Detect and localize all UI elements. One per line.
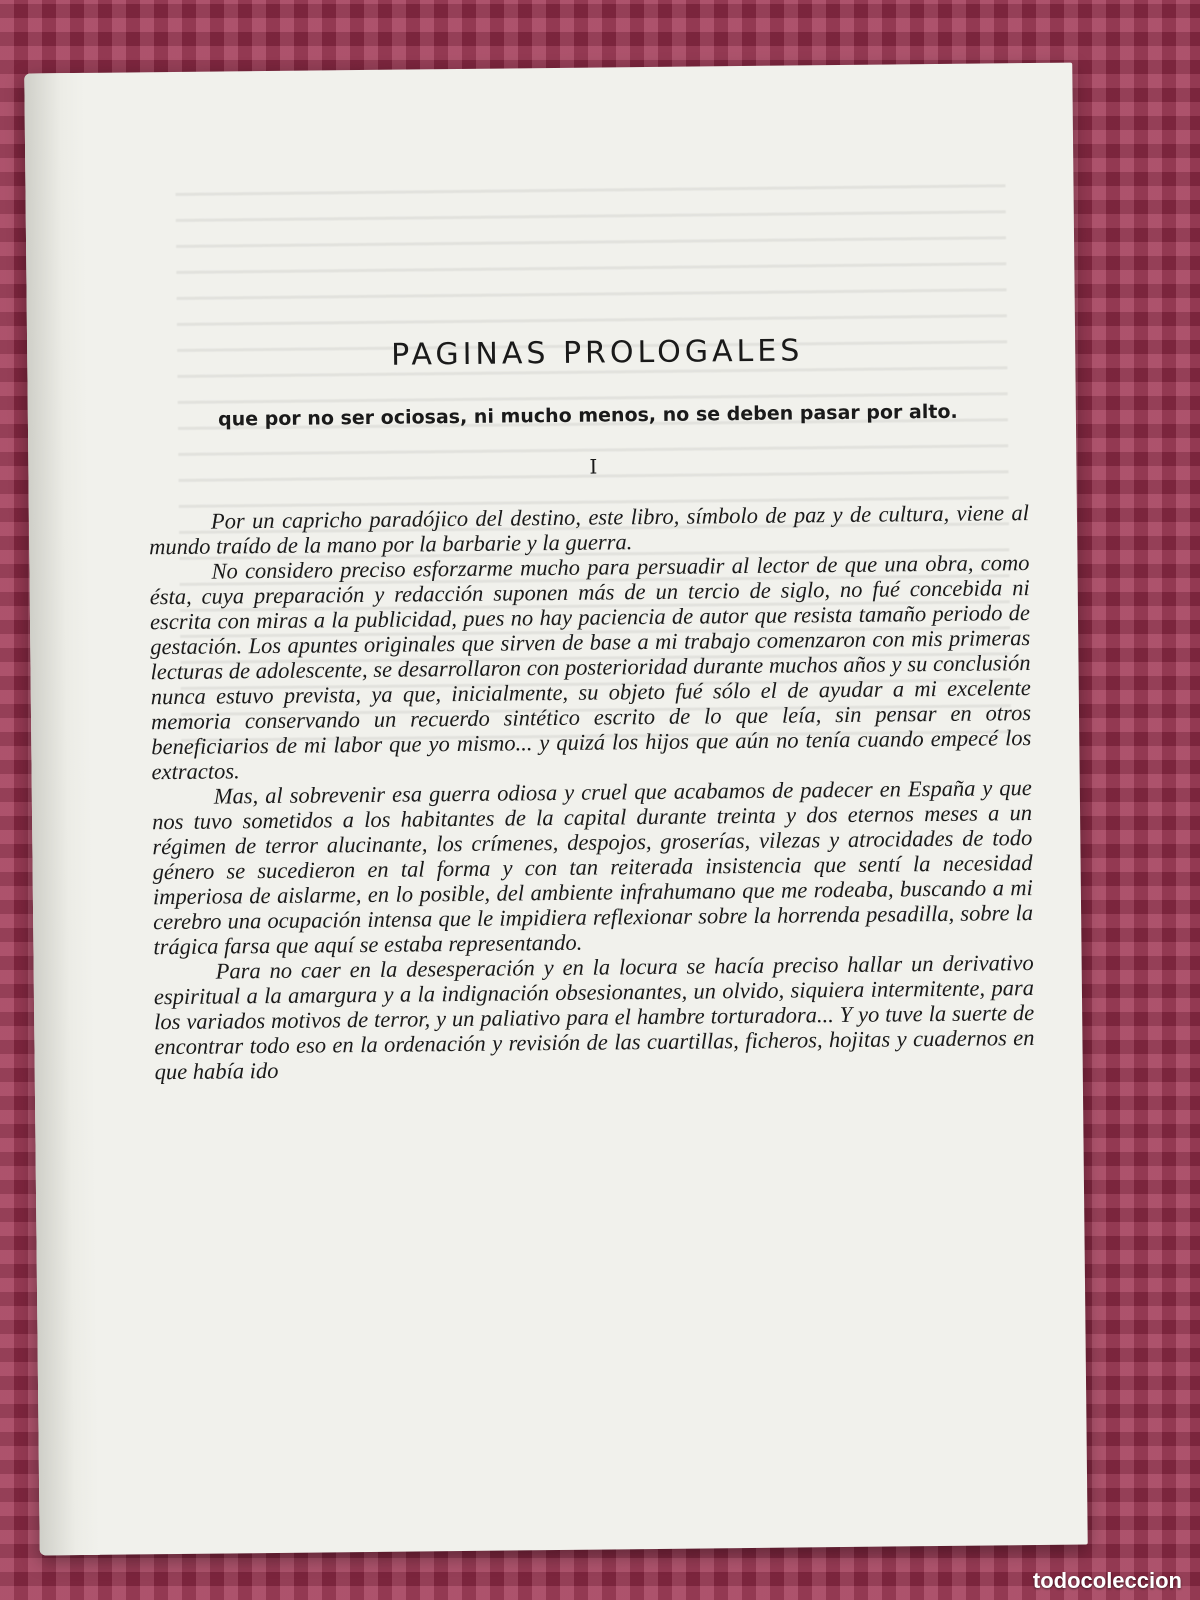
body-text [149, 500, 1035, 1084]
section-number: I [589, 454, 598, 479]
page-spine-shadow [24, 73, 100, 1556]
paragraph: No considero preciso esforzarme mucho para persuadir al lector de que una obra, como ésta, cuya preparación y redacción suponen más de un tercio de siglo, no fué concebida ni escrita con miras a la publicidad, pues no hay paciencia de autor que resista tamaño periodo de gestación. Los apuntes originales que sirven de base a mi trabajo comenzaron con mis primeras lecturas de adolescente, se desarrollaron con posterioridad durante muchos años y su conclusión nunca estuvo prevista, ya que, inicialmente, su objeto fué sólo el de ayudar a mi excelente memoria conservando un recuerdo sintético escrito de lo que leía, sin pensar en otros beneficiarios de mi labor que yo mismo... y quizá los hijos que aún no tenía cuando empecé los extractos. [149, 550, 1032, 785]
paragraph: Por un capricho paradójico del destino, este libro, símbolo de paz y de cultura, viene al mundo traído de la mano por la barbarie y la guerra. [149, 500, 1030, 560]
book-page [24, 63, 1087, 1556]
page-content [147, 331, 1035, 1084]
paragraph: Mas, al sobrevenir esa guerra odiosa y cruel que acabamos de padecer en España y que nos tuvo sometidos a los habitantes de la capital durante treinta y dos eternos meses a un régimen de terror alucinante, los crímenes, despojos, groserías, vilezas y atrocidades de todo género se sucedieron en tal forma y con tan reiterada insistencia que sentí la necesidad imperiosa de aislarme, en lo posible, del ambiente infrahumano que me rodeaba, buscando a mi cerebro una ocupación intensa que le impidiera reflexionar sobre la horrenda pesadilla, sobre la trágica farsa que aquí se estaba representando. [151, 775, 1034, 960]
watermark-logo: todocoleccion [1032, 1568, 1182, 1593]
paragraph: Para no caer en la desesperación y en la locura se hacía preciso hallar un derivativo espiritual a la amargura y a la indignación obsesionantes, un olvido, siquiera intermitente, para los variados motivos de terror, y un paliativo para el hambre torturadora... Y yo tuve la suerte de encontrar todo eso en la ordenación y revisión de las cuartillas, ficheros, hojitas y cuadernos en que había ido [153, 950, 1035, 1085]
page-title: PAGINAS PROLOGALES [391, 333, 804, 373]
page-subtitle: que por no ser ociosas, ni mucho menos, no se deben pasar por alto. [217, 400, 958, 431]
